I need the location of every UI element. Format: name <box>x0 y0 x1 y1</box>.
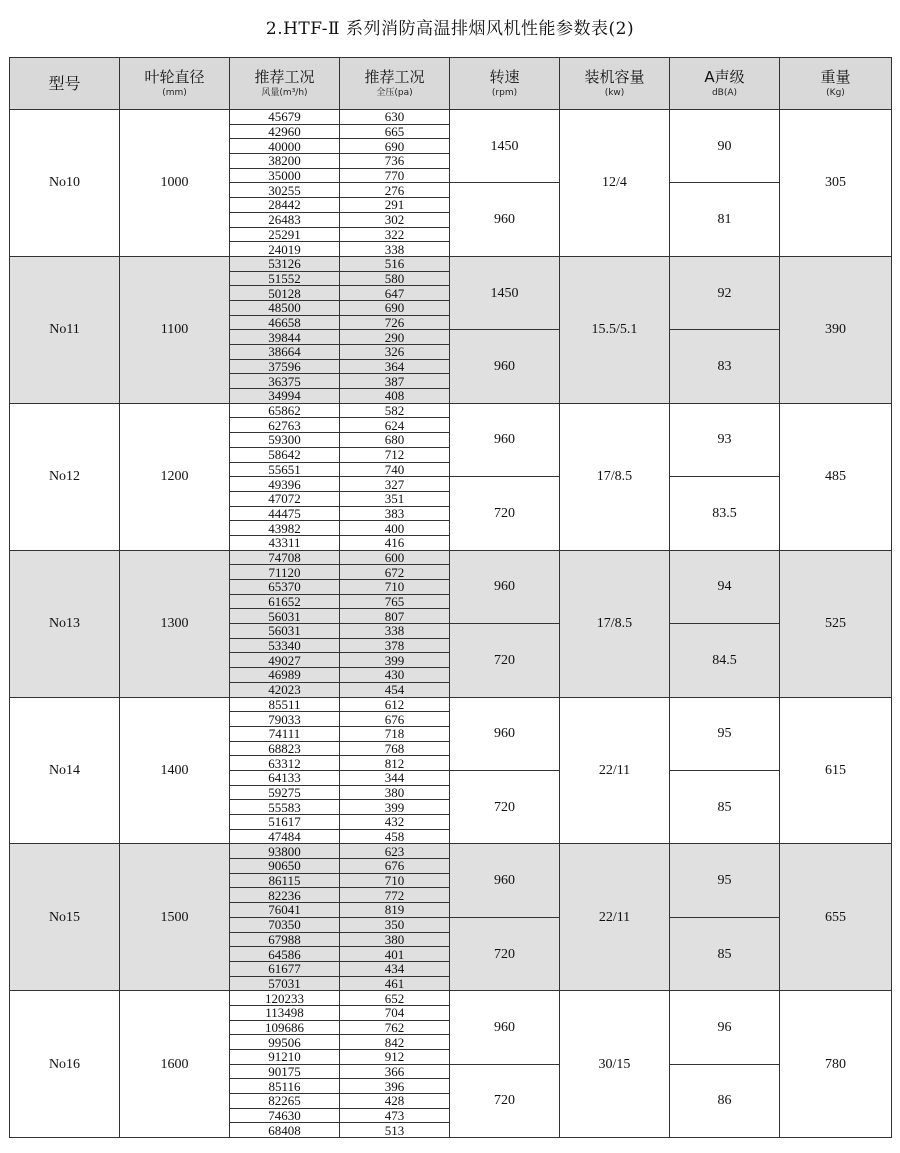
airflow-cell: 109686 <box>230 1020 340 1035</box>
pressure-cell: 647 <box>340 286 450 301</box>
noise-cell: 90 <box>670 110 780 183</box>
airflow-cell: 42023 <box>230 682 340 697</box>
airflow-cell: 56031 <box>230 609 340 624</box>
airflow-cell: 64586 <box>230 947 340 962</box>
speed-cell: 960 <box>450 330 560 403</box>
pressure-cell: 762 <box>340 1020 450 1035</box>
noise-cell: 83 <box>670 330 780 403</box>
table-row <box>10 550 892 565</box>
pressure-cell: 819 <box>340 903 450 918</box>
airflow-cell: 82265 <box>230 1094 340 1109</box>
pressure-cell: 428 <box>340 1094 450 1109</box>
speed-cell: 720 <box>450 624 560 697</box>
pressure-cell: 726 <box>340 315 450 330</box>
airflow-cell: 30255 <box>230 183 340 198</box>
pressure-cell: 690 <box>340 300 450 315</box>
pressure-cell: 680 <box>340 433 450 448</box>
airflow-cell: 34994 <box>230 389 340 404</box>
airflow-cell: 42960 <box>230 124 340 139</box>
pressure-cell: 399 <box>340 800 450 815</box>
pressure-cell: 665 <box>340 124 450 139</box>
airflow-cell: 47484 <box>230 829 340 844</box>
pressure-cell: 366 <box>340 1064 450 1079</box>
airflow-cell: 49027 <box>230 653 340 668</box>
airflow-cell: 79033 <box>230 712 340 727</box>
airflow-cell: 76041 <box>230 903 340 918</box>
airflow-cell: 74630 <box>230 1108 340 1123</box>
airflow-cell: 53340 <box>230 638 340 653</box>
pressure-cell: 378 <box>340 638 450 653</box>
airflow-cell: 74708 <box>230 550 340 565</box>
pressure-cell: 458 <box>340 829 450 844</box>
pressure-cell: 416 <box>340 535 450 550</box>
airflow-cell: 93800 <box>230 844 340 859</box>
header-airflow: 推荐工况 风量(m³/h) <box>230 58 340 110</box>
diameter-cell: 1300 <box>120 550 230 697</box>
pressure-cell: 454 <box>340 682 450 697</box>
header-model: 型号 <box>10 58 120 110</box>
model-cell: No14 <box>10 697 120 844</box>
power-cell: 22/11 <box>560 697 670 844</box>
pressure-cell: 434 <box>340 961 450 976</box>
airflow-cell: 85116 <box>230 1079 340 1094</box>
airflow-cell: 61677 <box>230 961 340 976</box>
pressure-cell: 401 <box>340 947 450 962</box>
pressure-cell: 364 <box>340 359 450 374</box>
pressure-cell: 710 <box>340 580 450 595</box>
noise-cell: 85 <box>670 770 780 843</box>
table-row <box>10 256 892 271</box>
airflow-cell: 67988 <box>230 932 340 947</box>
airflow-cell: 28442 <box>230 198 340 213</box>
airflow-cell: 38200 <box>230 154 340 169</box>
pressure-cell: 396 <box>340 1079 450 1094</box>
pressure-cell: 344 <box>340 770 450 785</box>
power-cell: 17/8.5 <box>560 403 670 550</box>
pressure-cell: 399 <box>340 653 450 668</box>
weight-cell: 485 <box>780 403 892 550</box>
airflow-cell: 82236 <box>230 888 340 903</box>
weight-cell: 525 <box>780 550 892 697</box>
header-speed: 转速 (rpm) <box>450 58 560 110</box>
noise-cell: 95 <box>670 844 780 917</box>
airflow-cell: 71120 <box>230 565 340 580</box>
header-diameter: 叶轮直径 (mm) <box>120 58 230 110</box>
pressure-cell: 276 <box>340 183 450 198</box>
pressure-cell: 322 <box>340 227 450 242</box>
airflow-cell: 47072 <box>230 491 340 506</box>
diameter-cell: 1500 <box>120 844 230 991</box>
noise-cell: 84.5 <box>670 624 780 697</box>
model-cell: No16 <box>10 991 120 1138</box>
table-row <box>10 844 892 859</box>
airflow-cell: 36375 <box>230 374 340 389</box>
power-cell: 15.5/5.1 <box>560 256 670 403</box>
airflow-cell: 65862 <box>230 403 340 418</box>
pressure-cell: 291 <box>340 198 450 213</box>
pressure-cell: 516 <box>340 256 450 271</box>
airflow-cell: 113498 <box>230 1005 340 1020</box>
airflow-cell: 46658 <box>230 315 340 330</box>
airflow-cell: 59300 <box>230 433 340 448</box>
pressure-cell: 387 <box>340 374 450 389</box>
power-cell: 30/15 <box>560 991 670 1138</box>
weight-cell: 655 <box>780 844 892 991</box>
airflow-cell: 74111 <box>230 726 340 741</box>
diameter-cell: 1000 <box>120 110 230 257</box>
airflow-cell: 63312 <box>230 756 340 771</box>
airflow-cell: 53126 <box>230 256 340 271</box>
airflow-cell: 55651 <box>230 462 340 477</box>
diameter-cell: 1200 <box>120 403 230 550</box>
airflow-cell: 86115 <box>230 873 340 888</box>
pressure-cell: 461 <box>340 976 450 991</box>
airflow-cell: 43311 <box>230 535 340 550</box>
page-title: 2.HTF-Ⅱ 系列消防高温排烟风机性能参数表(2) <box>265 19 635 39</box>
airflow-cell: 43982 <box>230 521 340 536</box>
airflow-cell: 51552 <box>230 271 340 286</box>
noise-cell: 93 <box>670 403 780 476</box>
pressure-cell: 770 <box>340 168 450 183</box>
airflow-cell: 37596 <box>230 359 340 374</box>
pressure-cell: 712 <box>340 447 450 462</box>
airflow-cell: 48500 <box>230 300 340 315</box>
airflow-cell: 38664 <box>230 345 340 360</box>
model-cell: No12 <box>10 403 120 550</box>
pressure-cell: 351 <box>340 491 450 506</box>
airflow-cell: 120233 <box>230 991 340 1006</box>
airflow-cell: 51617 <box>230 815 340 830</box>
airflow-cell: 91210 <box>230 1050 340 1065</box>
weight-cell: 780 <box>780 991 892 1138</box>
header-weight: 重量 (Kg) <box>780 58 892 110</box>
pressure-cell: 630 <box>340 110 450 125</box>
pressure-cell: 912 <box>340 1050 450 1065</box>
pressure-cell: 672 <box>340 565 450 580</box>
noise-cell: 83.5 <box>670 477 780 550</box>
pressure-cell: 473 <box>340 1108 450 1123</box>
weight-cell: 390 <box>780 256 892 403</box>
noise-cell: 94 <box>670 550 780 623</box>
airflow-cell: 61652 <box>230 594 340 609</box>
table-row <box>10 991 892 1006</box>
airflow-cell: 45679 <box>230 110 340 125</box>
pressure-cell: 430 <box>340 668 450 683</box>
airflow-cell: 58642 <box>230 447 340 462</box>
speed-cell: 720 <box>450 917 560 990</box>
noise-cell: 92 <box>670 256 780 329</box>
airflow-cell: 44475 <box>230 506 340 521</box>
weight-cell: 305 <box>780 110 892 257</box>
noise-cell: 86 <box>670 1064 780 1137</box>
pressure-cell: 432 <box>340 815 450 830</box>
speed-cell: 720 <box>450 770 560 843</box>
performance-table <box>9 57 892 1138</box>
header-noise: A声级 dB(A) <box>670 58 780 110</box>
pressure-cell: 842 <box>340 1035 450 1050</box>
airflow-cell: 40000 <box>230 139 340 154</box>
pressure-cell: 765 <box>340 594 450 609</box>
model-cell: No10 <box>10 110 120 257</box>
table-body <box>10 110 892 1138</box>
airflow-cell: 64133 <box>230 770 340 785</box>
airflow-cell: 65370 <box>230 580 340 595</box>
pressure-cell: 380 <box>340 932 450 947</box>
airflow-cell: 70350 <box>230 917 340 932</box>
pressure-cell: 812 <box>340 756 450 771</box>
airflow-cell: 49396 <box>230 477 340 492</box>
pressure-cell: 652 <box>340 991 450 1006</box>
airflow-cell: 90175 <box>230 1064 340 1079</box>
pressure-cell: 807 <box>340 609 450 624</box>
pressure-cell: 326 <box>340 345 450 360</box>
weight-cell: 615 <box>780 697 892 844</box>
speed-cell: 960 <box>450 991 560 1064</box>
airflow-cell: 56031 <box>230 624 340 639</box>
airflow-cell: 59275 <box>230 785 340 800</box>
power-cell: 12/4 <box>560 110 670 257</box>
pressure-cell: 690 <box>340 139 450 154</box>
airflow-cell: 25291 <box>230 227 340 242</box>
airflow-cell: 68823 <box>230 741 340 756</box>
pressure-cell: 623 <box>340 844 450 859</box>
pressure-cell: 383 <box>340 506 450 521</box>
airflow-cell: 62763 <box>230 418 340 433</box>
airflow-cell: 55583 <box>230 800 340 815</box>
pressure-cell: 676 <box>340 859 450 874</box>
noise-cell: 85 <box>670 917 780 990</box>
pressure-cell: 600 <box>340 550 450 565</box>
airflow-cell: 50128 <box>230 286 340 301</box>
header-row <box>10 58 892 110</box>
table-row <box>10 697 892 712</box>
noise-cell: 96 <box>670 991 780 1064</box>
airflow-cell: 24019 <box>230 242 340 257</box>
pressure-cell: 710 <box>340 873 450 888</box>
model-cell: No13 <box>10 550 120 697</box>
speed-cell: 960 <box>450 403 560 476</box>
table-row <box>10 403 892 418</box>
pressure-cell: 408 <box>340 389 450 404</box>
noise-cell: 81 <box>670 183 780 256</box>
diameter-cell: 1400 <box>120 697 230 844</box>
speed-cell: 960 <box>450 697 560 770</box>
pressure-cell: 380 <box>340 785 450 800</box>
pressure-cell: 338 <box>340 624 450 639</box>
pressure-cell: 736 <box>340 154 450 169</box>
speed-cell: 960 <box>450 550 560 623</box>
pressure-cell: 400 <box>340 521 450 536</box>
pressure-cell: 302 <box>340 212 450 227</box>
airflow-cell: 57031 <box>230 976 340 991</box>
power-cell: 22/11 <box>560 844 670 991</box>
speed-cell: 960 <box>450 844 560 917</box>
pressure-cell: 676 <box>340 712 450 727</box>
noise-cell: 95 <box>670 697 780 770</box>
pressure-cell: 624 <box>340 418 450 433</box>
pressure-cell: 580 <box>340 271 450 286</box>
model-cell: No11 <box>10 256 120 403</box>
header-pressure: 推荐工况 全压(pa) <box>340 58 450 110</box>
pressure-cell: 327 <box>340 477 450 492</box>
pressure-cell: 718 <box>340 726 450 741</box>
pressure-cell: 740 <box>340 462 450 477</box>
pressure-cell: 768 <box>340 741 450 756</box>
diameter-cell: 1600 <box>120 991 230 1138</box>
airflow-cell: 46989 <box>230 668 340 683</box>
pressure-cell: 704 <box>340 1005 450 1020</box>
table-row <box>10 110 892 125</box>
header-power: 装机容量 (kw) <box>560 58 670 110</box>
pressure-cell: 772 <box>340 888 450 903</box>
airflow-cell: 26483 <box>230 212 340 227</box>
speed-cell: 1450 <box>450 256 560 329</box>
pressure-cell: 513 <box>340 1123 450 1138</box>
speed-cell: 1450 <box>450 110 560 183</box>
airflow-cell: 35000 <box>230 168 340 183</box>
airflow-cell: 68408 <box>230 1123 340 1138</box>
pressure-cell: 290 <box>340 330 450 345</box>
pressure-cell: 582 <box>340 403 450 418</box>
diameter-cell: 1100 <box>120 256 230 403</box>
pressure-cell: 350 <box>340 917 450 932</box>
pressure-cell: 338 <box>340 242 450 257</box>
airflow-cell: 90650 <box>230 859 340 874</box>
power-cell: 17/8.5 <box>560 550 670 697</box>
airflow-cell: 99506 <box>230 1035 340 1050</box>
pressure-cell: 612 <box>340 697 450 712</box>
airflow-cell: 85511 <box>230 697 340 712</box>
speed-cell: 960 <box>450 183 560 256</box>
airflow-cell: 39844 <box>230 330 340 345</box>
speed-cell: 720 <box>450 477 560 550</box>
model-cell: No15 <box>10 844 120 991</box>
speed-cell: 720 <box>450 1064 560 1137</box>
